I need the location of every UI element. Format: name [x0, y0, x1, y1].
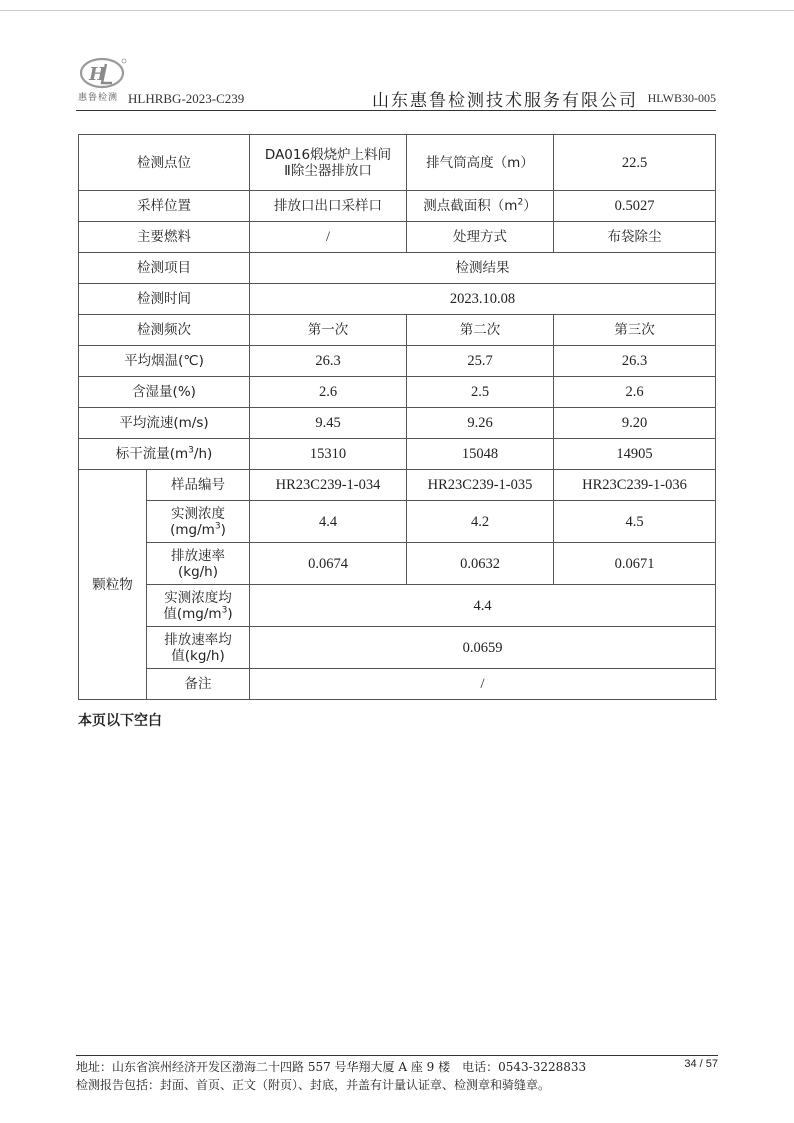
item-label: 检测项目	[79, 253, 250, 284]
remark-value: /	[250, 669, 716, 700]
area-value: 0.5027	[554, 191, 716, 222]
rate-avg-label-line2: 值(kg/h)	[171, 647, 225, 664]
time-label: 检测时间	[79, 284, 250, 315]
time-value: 2023.10.08	[250, 284, 716, 315]
company-logo	[78, 56, 128, 106]
particulate-label: 颗粒物	[79, 470, 147, 700]
fuel-value: /	[250, 222, 407, 253]
flow-label-suffix: /h)	[193, 446, 213, 462]
conc-avg-label-line2	[149, 606, 247, 622]
flow-3: 14905	[554, 439, 716, 470]
table-row	[79, 346, 716, 377]
temp-label: 平均烟温(℃)	[79, 346, 250, 377]
rate-avg-value: 0.0659	[250, 627, 716, 669]
table-row	[79, 135, 716, 191]
sampling-label: 采样位置	[79, 191, 250, 222]
moisture-1: 2.6	[250, 377, 407, 408]
conc-label	[147, 501, 250, 543]
sampling-value: 排放口出口采样口	[250, 191, 407, 222]
velocity-3: 9.20	[554, 408, 716, 439]
moisture-label: 含湿量(%)	[79, 377, 250, 408]
header-rule	[76, 110, 716, 111]
conc-avg-label-line1: 实测浓度均	[164, 589, 232, 606]
table-row	[79, 408, 716, 439]
flow-2: 15048	[407, 439, 554, 470]
flow-label-prefix: 标干流量(m	[115, 446, 189, 462]
table-row	[79, 284, 716, 315]
page-header	[76, 56, 716, 111]
footer-phone: 电话：0543-3228833	[462, 1060, 587, 1074]
point-value	[250, 135, 407, 191]
sample-no-3: HR23C239-1-036	[554, 470, 716, 501]
sample-no-1: HR23C239-1-034	[250, 470, 407, 501]
area-label-sup: 2	[517, 197, 524, 208]
table-row	[79, 191, 716, 222]
page-top-line	[0, 10, 794, 11]
table-row	[79, 585, 716, 627]
point-label: 检测点位	[79, 135, 250, 191]
hl-logo-icon	[78, 56, 128, 90]
footer-address: 地址：山东省滨州经济开发区渤海二十四路 557 号华翔大厦 A 座 9 楼	[76, 1060, 451, 1074]
remark-label: 备注	[147, 669, 250, 700]
flow-1: 15310	[250, 439, 407, 470]
logo-text: 惠鲁检测	[78, 93, 119, 103]
rate-label-line2: (kg/h)	[177, 563, 219, 580]
height-value: 22.5	[554, 135, 716, 191]
rate-1: 0.0674	[250, 543, 407, 585]
conc-avg-label-sup: 3	[221, 605, 228, 615]
result-label: 检测结果	[250, 253, 716, 284]
emission-test-table	[78, 134, 716, 700]
table-row	[79, 222, 716, 253]
table-row	[79, 439, 716, 470]
point-value-line1: DA016煅烧炉上料间	[264, 146, 392, 163]
area-label	[407, 191, 554, 222]
sample-no-2: HR23C239-1-035	[407, 470, 554, 501]
conc-avg-label-line2-prefix: 值(mg/m	[163, 605, 222, 622]
rate-label	[147, 543, 250, 585]
footer-line-1	[76, 1058, 586, 1075]
conc-label-sup: 3	[214, 521, 221, 531]
area-label-prefix: 测点截面积（m	[423, 198, 518, 214]
freq-3: 第三次	[554, 315, 716, 346]
table-row	[79, 627, 716, 669]
velocity-1: 9.45	[250, 408, 407, 439]
freq-label: 检测频次	[79, 315, 250, 346]
freq-1: 第一次	[250, 315, 407, 346]
area-label-suffix: ）	[523, 198, 537, 214]
temp-1: 26.3	[250, 346, 407, 377]
conc-label-line1: 实测浓度	[171, 505, 225, 522]
moisture-2: 2.5	[407, 377, 554, 408]
rate-2: 0.0632	[407, 543, 554, 585]
velocity-label: 平均流速(m/s)	[79, 408, 250, 439]
rate-3: 0.0671	[554, 543, 716, 585]
form-code: HLWB30-005	[647, 91, 716, 105]
freq-2: 第二次	[407, 315, 554, 346]
table-row	[79, 501, 716, 543]
temp-3: 26.3	[554, 346, 716, 377]
table-row	[79, 315, 716, 346]
flow-label	[79, 439, 250, 470]
moisture-3: 2.6	[554, 377, 716, 408]
table-row	[79, 543, 716, 585]
point-value-line2: Ⅱ除尘器排放口	[284, 162, 372, 179]
conc-label-line2-prefix: (mg/m	[170, 521, 215, 538]
conc-avg-label	[147, 585, 250, 627]
conc-avg-label-line2-suffix: )	[227, 605, 233, 622]
temp-2: 25.7	[407, 346, 554, 377]
treatment-label: 处理方式	[407, 222, 554, 253]
conc-3: 4.5	[554, 501, 716, 543]
conc-2: 4.2	[407, 501, 554, 543]
flow-label-sup: 3	[188, 445, 194, 456]
height-label: 排气筒高度（m）	[407, 135, 554, 191]
rate-avg-label-line1: 排放速率均	[164, 631, 232, 648]
table-row	[79, 669, 716, 700]
page-number: 34 / 57	[684, 1058, 718, 1070]
footer-contents: 检测报告包括：封面、首页、正文（附页）、封底，并盖有计量认证章、检测章和骑缝章。	[76, 1078, 551, 1092]
blank-below-note: 本页以下空白	[78, 713, 162, 729]
table-row	[79, 470, 716, 501]
table-row	[79, 253, 716, 284]
company-name: 山东惠鲁检测技术服务有限公司	[372, 91, 638, 111]
svg-text:H: H	[89, 64, 107, 85]
report-number: HLHRBG-2023-C239	[128, 91, 245, 106]
fuel-label: 主要燃料	[79, 222, 250, 253]
conc-label-line2	[149, 522, 247, 538]
conc-avg-value: 4.4	[250, 585, 716, 627]
rate-label-line1: 排放速率	[171, 547, 225, 564]
table-row	[79, 377, 716, 408]
velocity-2: 9.26	[407, 408, 554, 439]
conc-1: 4.4	[250, 501, 407, 543]
treatment-value: 布袋除尘	[554, 222, 716, 253]
sample-no-label: 样品编号	[147, 470, 250, 501]
conc-label-line2-suffix: )	[220, 521, 226, 538]
footer-rule	[76, 1055, 718, 1056]
rate-avg-label	[147, 627, 250, 669]
